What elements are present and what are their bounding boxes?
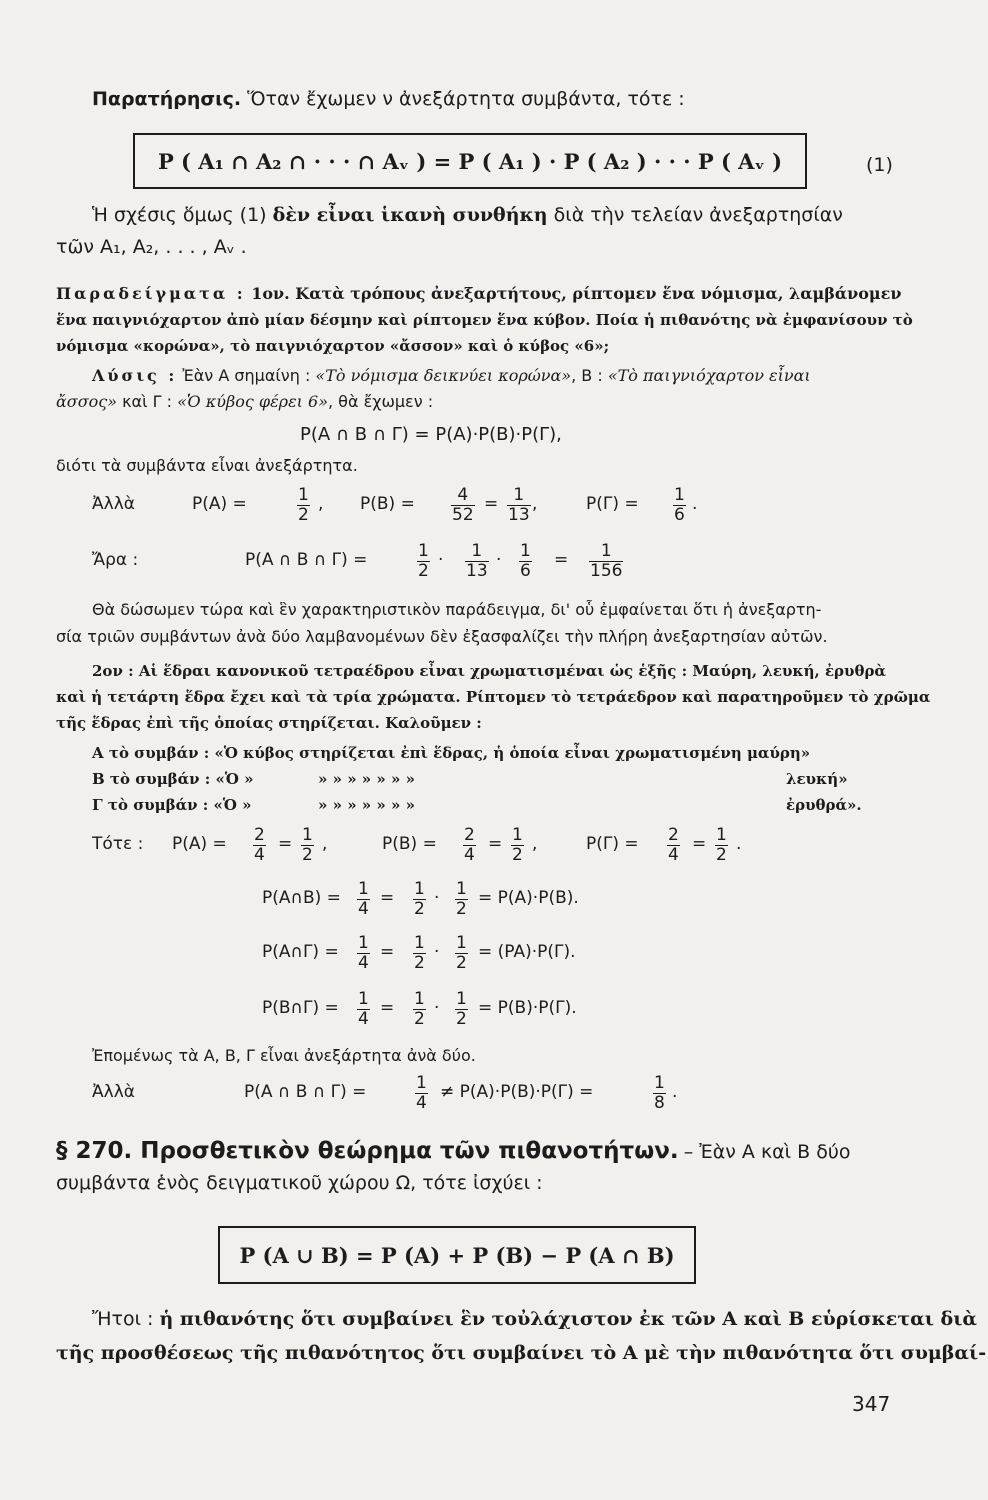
fraction-pa: $\frac{1}{2}$ [298, 485, 309, 525]
fraction-r2: $\frac{1}{13}$ [466, 541, 488, 581]
solution-line1: Λύσις : Ἐὰν A σημαίνη : «Τὸ νόμισμα δεικνύει κορώνα», B : «Τὸ παιγνιόχαρτον εἶναι [92, 366, 811, 385]
ie-line1: Ἤτοι : ἡ πιθανότης ὅτι συμβαίνει ἓν τοὐλάχιστον ἐκ τῶν A καὶ B εὑρίσκεται διὰ [92, 1308, 978, 1330]
event-a: A τὸ συμβάν : «Ὁ κύβος στηρίζεται ἐπὶ ἕδρας, ἡ ὁποία εἶναι χρωματισμένη μαύρη» [92, 744, 811, 762]
probabilities-row: Ἀλλὰ P(A) = $\frac{1}{2}$ , P(B) = $\frac{4}{52}$ = $\frac{1}{13}$ , P(Γ) = $\frac{1}{6}$ . [92, 485, 698, 525]
remark-note-line2: τῶν A₁, A₂, . . . , Aᵥ . [56, 236, 247, 258]
section-title-line: § 270. Προσθετικὸν θεώρημα τῶν πιθανοτήτων. – Ἐὰν A καὶ B δύο [56, 1138, 851, 1164]
frac-ab-1: $\frac{1}{4}$ [358, 879, 369, 919]
solution-line2: ἄσσος» καὶ Γ : «Ὁ κύβος φέρει 6», θὰ ἔχωμεν : [56, 392, 434, 411]
consequently-line: Ἐπομένως τὰ A, B, Γ εἶναι ἀνεξάρτητα ἀνὰ δύο. [92, 1046, 476, 1065]
fraction-pg: $\frac{1}{6}$ [674, 485, 685, 525]
pair-ab-row: P(A∩B) = $\frac{1}{4}$ = $\frac{1}{2}$ · $\frac{1}{2}$ = P(A)·P(B). [262, 879, 579, 919]
frac-triple-2: $\frac{1}{8}$ [654, 1073, 665, 1113]
frac-2-4-c: $\frac{2}{4}$ [668, 825, 679, 865]
frac-1-2-b: $\frac{1}{2}$ [512, 825, 523, 865]
remark-note-bold: δὲν εἶναι ἱκανὴ συνθήκη [272, 204, 548, 226]
fraction-pb-2: $\frac{1}{13}$ [508, 485, 530, 525]
example1-line3: νόμισμα «κορώνα», τὸ παιγνιόχαρτον «ἄσσον» καὶ ὁ κύβος «6»; [56, 337, 610, 355]
frac-1-2-a: $\frac{1}{2}$ [302, 825, 313, 865]
because-line: διότι τὰ συμβάντα εἶναι ἀνεξάρτητα. [56, 456, 358, 475]
event-b: B τὸ συμβάν : «Ὁ » » » » » » » » λευκή» [92, 770, 848, 788]
event-c: Γ τὸ συμβάν : «Ὁ » » » » » » » » ἐρυθρά». [92, 796, 862, 814]
paragraph-line2: σία τριῶν συμβάντων ἀνὰ δύο λαμβανομένων δὲν ἐξασφαλίζει τὴν πλήρη ἀνεξαρτησίαν αὐτῶν. [56, 627, 828, 646]
remark-text: Ὅταν ἔχωμεν ν ἀνεξάρτητα συμβάντα, τότε : [247, 88, 685, 110]
independence-formula: P ( A₁ ∩ A₂ ∩ · · · ∩ Aᵥ ) = P ( A₁ ) · P ( A₂ ) · · · P ( Aᵥ ) [157, 148, 783, 174]
frac-1-2-c: $\frac{1}{2}$ [716, 825, 727, 865]
frac-bg-3: $\frac{1}{2}$ [456, 989, 467, 1029]
frac-ag-1: $\frac{1}{4}$ [358, 933, 369, 973]
frac-2-4-a: $\frac{2}{4}$ [254, 825, 265, 865]
frac-triple-1: $\frac{1}{4}$ [416, 1073, 427, 1113]
example2-line2: καὶ ἡ τετάρτη ἕδρα ἔχει καὶ τὰ τρία χρώματα. Ρίπτομεν τὸ τετράεδρον καὶ παρατηροῦμεν τὸ χρῶμα [56, 688, 931, 706]
section-title: § 270. Προσθετικὸν θεώρημα τῶν πιθανοτήτων. [56, 1138, 679, 1164]
solution-label: Λύσις : [92, 366, 178, 385]
example2-line3: τῆς ἕδρας ἐπὶ τῆς ὁποίας στηρίζεται. Καλοῦμεν : [56, 714, 482, 732]
equation-number: (1) [866, 154, 893, 176]
pair-ag-row: P(A∩Γ) = $\frac{1}{4}$ = $\frac{1}{2}$ · $\frac{1}{2}$ = (PA)·P(Γ). [262, 933, 576, 973]
example2-line1: 2ον : Αἱ ἕδραι κανονικοῦ τετραέδρου εἶναι χρωματισμέναι ὡς ἑξῆς : Μαύρη, λευκή, ἐρυθρὰ [92, 662, 886, 680]
addition-formula: P (A ∪ B) = P (A) + P (B) − P (A ∩ B) [239, 1242, 675, 1268]
independence-formula-box [133, 133, 807, 189]
frac-bg-1: $\frac{1}{4}$ [358, 989, 369, 1029]
addition-formula-box [218, 1226, 696, 1284]
section-intro-line2: συμβάντα ἑνὸς δειγματικοῦ χώρου Ω, τότε ἰσχύει : [56, 1172, 543, 1194]
fraction-r4: $\frac{1}{156}$ [590, 541, 623, 581]
fraction-pb-1: $\frac{4}{52}$ [452, 485, 474, 525]
frac-ag-2: $\frac{1}{2}$ [414, 933, 425, 973]
pair-bg-row: P(B∩Γ) = $\frac{1}{4}$ = $\frac{1}{2}$ · $\frac{1}{2}$ = P(B)·P(Γ). [262, 989, 577, 1029]
frac-ab-2: $\frac{1}{2}$ [414, 879, 425, 919]
example1-line1: Παραδείγματα : 1ον. Κατὰ τρόπους ἀνεξαρτήτους, ρίπτομεν ἕνα νόμισμα, λαμβάνομεν [56, 284, 902, 303]
frac-ab-3: $\frac{1}{2}$ [456, 879, 467, 919]
tetrahedron-probabilities: Τότε : P(A) = $\frac{2}{4}$ = $\frac{1}{2}$ , P(B) = $\frac{2}{4}$ = $\frac{1}{2}$ , P(Γ) = $\frac{2}{4}$ = $\frac{1}{2}$ . [92, 825, 742, 865]
paragraph-line1: Θὰ δώσωμεν τώρα καὶ ἓν χαρακτηριστικὸν παράδειγμα, δι' οὗ ἐμφαίνεται ὅτι ἡ ἀνεξαρτη- [92, 600, 822, 619]
triple-row: Ἀλλὰ P(A ∩ B ∩ Γ) = $\frac{1}{4}$ ≠ P(A)·P(B)·P(Γ) = $\frac{1}{8}$ . [92, 1073, 678, 1113]
ie-line2: τῆς προσθέσεως τῆς πιθανότητος ὅτι συμβαίνει τὸ A μὲ τὴν πιθανότητα ὅτι συμβαί- [56, 1342, 987, 1364]
result-row: Ἄρα : P(A ∩ B ∩ Γ) = $\frac{1}{2}$ · $\frac{1}{13}$ · $\frac{1}{6}$ = $\frac{1}{156}$ [92, 541, 623, 581]
frac-2-4-b: $\frac{2}{4}$ [464, 825, 475, 865]
remark-label: Παρατήρησις. [92, 88, 242, 110]
remark-note: Ἡ σχέσις ὅμως (1) δὲν εἶναι ἱκανὴ συνθήκη διὰ τὴν τελείαν ἀνεξαρτησίαν [92, 204, 843, 226]
fraction-r3: $\frac{1}{6}$ [520, 541, 531, 581]
fraction-r1: $\frac{1}{2}$ [418, 541, 429, 581]
product-equation: P(A ∩ B ∩ Γ) = P(A)·P(B)·P(Γ), [300, 424, 562, 445]
frac-bg-2: $\frac{1}{2}$ [414, 989, 425, 1029]
example1-line2: ἕνα παιγνιόχαρτον ἀπὸ μίαν δέσμην καὶ ρίπτομεν ἕνα κύβον. Ποία ἡ πιθανότης νὰ ἐμφανίσουν τὸ [56, 311, 913, 329]
page-number: 347 [852, 1392, 891, 1416]
remark-line [92, 88, 685, 110]
examples-heading: Παραδείγματα : [56, 284, 246, 303]
frac-ag-3: $\frac{1}{2}$ [456, 933, 467, 973]
